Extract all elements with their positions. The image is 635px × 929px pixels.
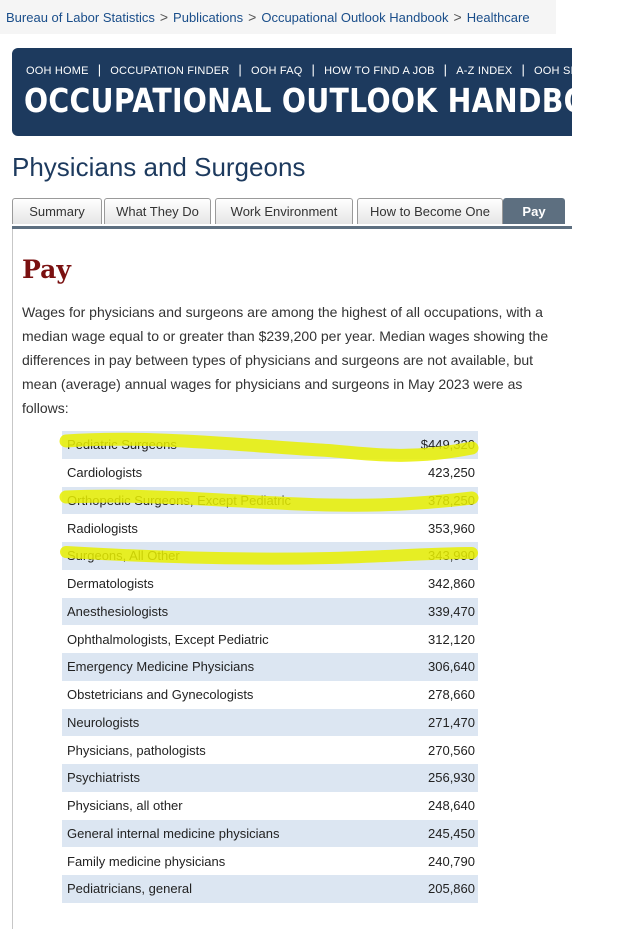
page-title: Physicians and Surgeons: [12, 152, 306, 182]
wage-table: [62, 431, 478, 903]
wage-row: [62, 875, 478, 903]
wage-occupation: Radiologists: [62, 514, 380, 542]
wage-row: [62, 431, 478, 459]
wage-occupation: Dermatologists: [62, 570, 380, 598]
wage-occupation: Surgeons, All Other: [62, 542, 380, 570]
wage-occupation: Ophthalmologists, Except Pediatric: [62, 625, 380, 653]
wage-value: $449,320: [380, 431, 478, 459]
wage-row: [62, 487, 478, 515]
wage-occupation: Obstetricians and Gynecologists: [62, 681, 380, 709]
wage-value: 278,660: [380, 681, 478, 709]
wage-row: [62, 653, 478, 681]
tab-work-environment[interactable]: Work Environment: [215, 198, 353, 224]
wage-value: 306,640: [380, 653, 478, 681]
nav-ooh-home[interactable]: OOH HOME: [26, 65, 89, 77]
wage-value: 378,250: [380, 487, 478, 515]
wage-value: 240,790: [380, 847, 478, 875]
breadcrumb: [0, 0, 556, 34]
tab-what-they-do[interactable]: What They Do: [104, 198, 211, 224]
ooh-banner-title[interactable]: OCCUPATIONAL OUTLOOK HANDBOOK: [24, 81, 635, 120]
tab-summary[interactable]: Summary: [12, 198, 102, 224]
breadcrumb-link-healthcare[interactable]: Healthcare: [466, 10, 530, 25]
breadcrumb-link-ooh[interactable]: Occupational Outlook Handbook: [261, 10, 449, 25]
wage-value: 248,640: [380, 792, 478, 820]
wage-row: [62, 847, 478, 875]
breadcrumb-link-bls[interactable]: Bureau of Labor Statistics: [6, 10, 155, 25]
breadcrumb-separator: >: [453, 9, 462, 25]
wage-occupation: General internal medicine physicians: [62, 820, 380, 848]
wage-row: [62, 542, 478, 570]
wage-value: 353,960: [380, 514, 478, 542]
wage-row: [62, 792, 478, 820]
nav-divider: |: [521, 62, 526, 77]
wage-value: 423,250: [380, 459, 478, 487]
wage-occupation: Physicians, all other: [62, 792, 380, 820]
breadcrumb-separator: >: [248, 9, 257, 25]
ooh-banner: [12, 48, 635, 136]
nav-ooh-faq[interactable]: OOH FAQ: [250, 65, 303, 77]
wage-value: 270,560: [380, 736, 478, 764]
wage-value: 205,860: [380, 875, 478, 903]
nav-a-z-index[interactable]: A-Z INDEX: [456, 65, 513, 77]
nav-divider: |: [238, 62, 242, 77]
nav-divider: |: [311, 62, 316, 77]
section-heading: Pay: [22, 255, 71, 284]
wage-occupation: Family medicine physicians: [62, 847, 380, 875]
wage-occupation: Cardiologists: [62, 459, 380, 487]
wage-row: [62, 625, 478, 653]
wage-occupation: Pediatricians, general: [62, 875, 380, 903]
nav-divider: |: [443, 62, 448, 77]
wage-occupation: Neurologists: [62, 709, 380, 737]
nav-how-to-find-a-job[interactable]: HOW TO FIND A JOB: [324, 65, 435, 77]
wage-row: [62, 570, 478, 598]
tab-pay[interactable]: Pay: [503, 198, 565, 224]
wage-occupation: Orthopedic Surgeons, Except Pediatric: [62, 487, 380, 515]
wage-row: [62, 736, 478, 764]
wage-occupation: Pediatric Surgeons: [62, 431, 380, 459]
wage-row: [62, 681, 478, 709]
occupation-tabs: [12, 198, 572, 229]
ooh-top-nav: [12, 62, 625, 77]
wage-occupation: Psychiatrists: [62, 764, 380, 792]
nav-ooh-site-map[interactable]: OOH SITE MAP: [534, 65, 616, 77]
wage-row: [62, 598, 478, 626]
wage-occupation: Emergency Medicine Physicians: [62, 653, 380, 681]
wage-row: [62, 709, 478, 737]
breadcrumb-separator: >: [159, 9, 169, 25]
pay-intro-paragraph: Wages for physicians and surgeons are among the highest of all occupations, with a median wage equal to or greater than $239,200 per year. Median wages showing the differences in pay between types of physicians and surgeons are not available, but mean (average) annual wages for physicians and surgeons in May 2023 were as follows:: [22, 304, 549, 416]
wage-value: 339,470: [380, 598, 478, 626]
wage-occupation: Physicians, pathologists: [62, 736, 380, 764]
nav-divider: |: [97, 62, 102, 77]
nav-occupation-finder[interactable]: OCCUPATION FINDER: [110, 65, 230, 77]
wage-value: 312,120: [380, 625, 478, 653]
wage-occupation: Anesthesiologists: [62, 598, 380, 626]
wage-row: [62, 820, 478, 848]
wage-value: 271,470: [380, 709, 478, 737]
wage-value: 342,860: [380, 570, 478, 598]
wage-row: [62, 459, 478, 487]
wage-value: 256,930: [380, 764, 478, 792]
wage-row: [62, 764, 478, 792]
wage-value: 245,450: [380, 820, 478, 848]
wage-value: 343,990: [380, 542, 478, 570]
tab-how-to-become-one[interactable]: How to Become One: [357, 198, 503, 224]
breadcrumb-link-publications[interactable]: Publications: [173, 10, 244, 25]
wage-row: [62, 514, 478, 542]
